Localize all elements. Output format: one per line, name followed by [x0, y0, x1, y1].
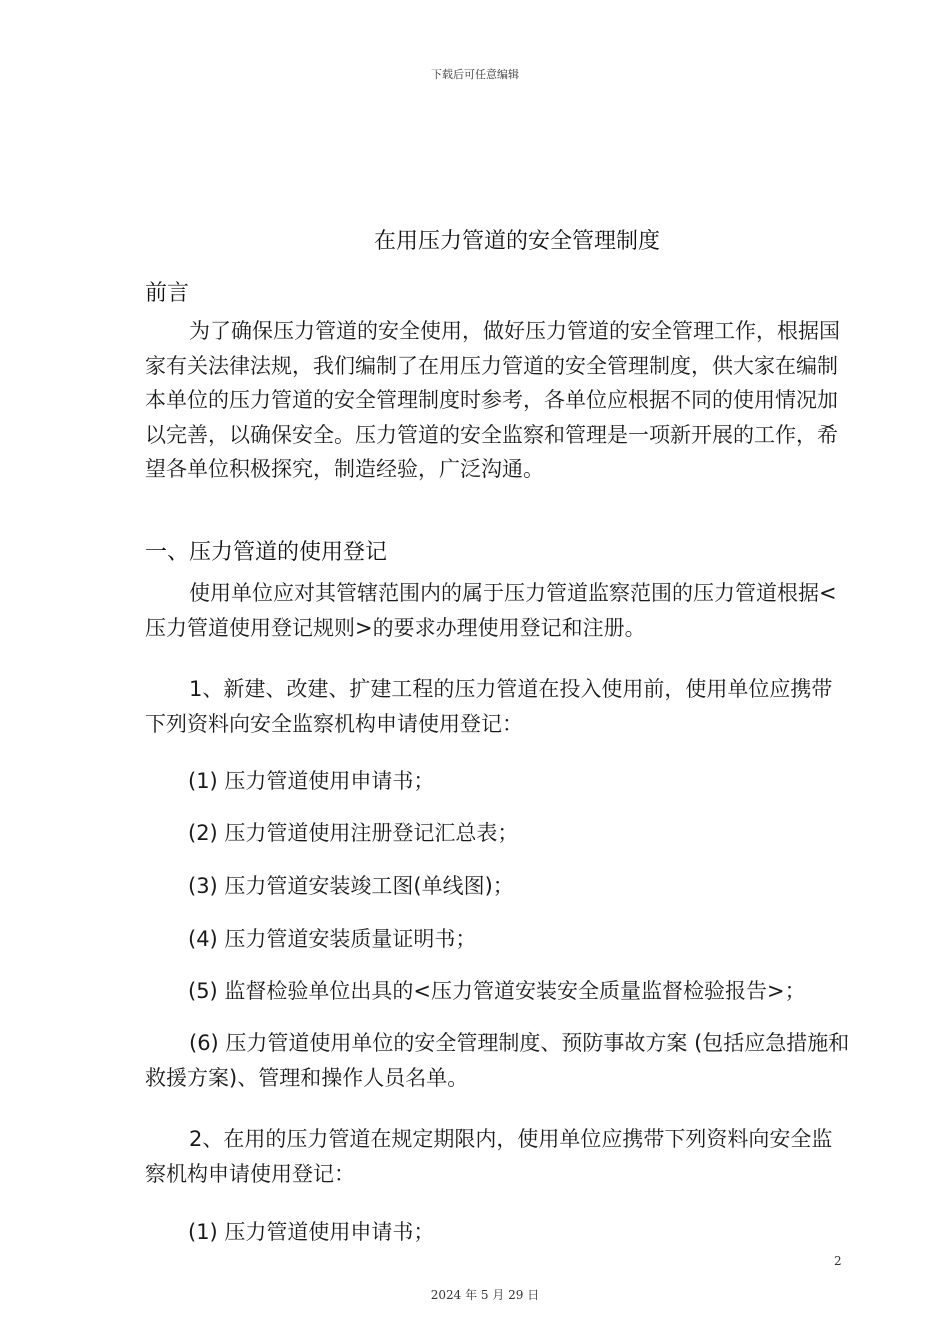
item2-subitem-1: (1) 压力管道使用申请书；: [188, 1220, 435, 1244]
item1-paragraph: 1、新建、改建、扩建工程的压力管道在投入使用前，使用单位应携带下列资料向安全监察机构申请使用登记：: [145, 677, 833, 736]
item1-subitem-6: (6) 压力管道使用单位的安全管理制度、预防事故方案 (包括应急措施和救援方案)、管理和操作人员名单。: [145, 1031, 850, 1090]
page-number: 2: [834, 1254, 842, 1268]
item1-subitem-3: (3) 压力管道安装竣工图(单线图)；: [188, 874, 514, 898]
item1-subitem-2: (2) 压力管道使用注册登记汇总表；: [188, 821, 519, 845]
item2-paragraph: 2、在用的压力管道在规定期限内，使用单位应携带下列资料向安全监察机构申请使用登记：: [145, 1127, 833, 1186]
section1-heading: 一、压力管道的使用登记: [145, 540, 388, 565]
section1-intro-paragraph: 使用单位应对其管辖范围内的属于压力管道监察范围的压力管道根据<压力管道使用登记规则>的要求办理使用登记和注册。: [145, 581, 837, 640]
item1-subitem-5: (5) 监督检验单位出具的<压力管道安装安全质量监督检验报告>；: [188, 979, 806, 1003]
header-note: 下载后可任意编辑: [431, 68, 519, 81]
preface-paragraph: 为了确保压力管道的安全使用，做好压力管道的安全管理工作，根据国家有关法律法规，我们编制了在用压力管道的安全管理制度，供大家在编制本单位的压力管道的安全管理制度时参考，各单位应根据不同的使用情况加以完善，以确保安全。压力管道的安全监察和管理是一项新开展的工作，希望各单位积极探究，制造经验，广泛沟通。: [145, 319, 840, 481]
preface-heading: 前言: [145, 281, 190, 306]
document-title: 在用压力管道的安全管理制度: [373, 229, 660, 254]
item1-subitem-1: (1) 压力管道使用申请书；: [188, 769, 435, 793]
footer-date: 2024 年 5 月 29 日: [430, 1288, 540, 1302]
item1-subitem-4: (4) 压力管道安装质量证明书；: [188, 927, 477, 951]
